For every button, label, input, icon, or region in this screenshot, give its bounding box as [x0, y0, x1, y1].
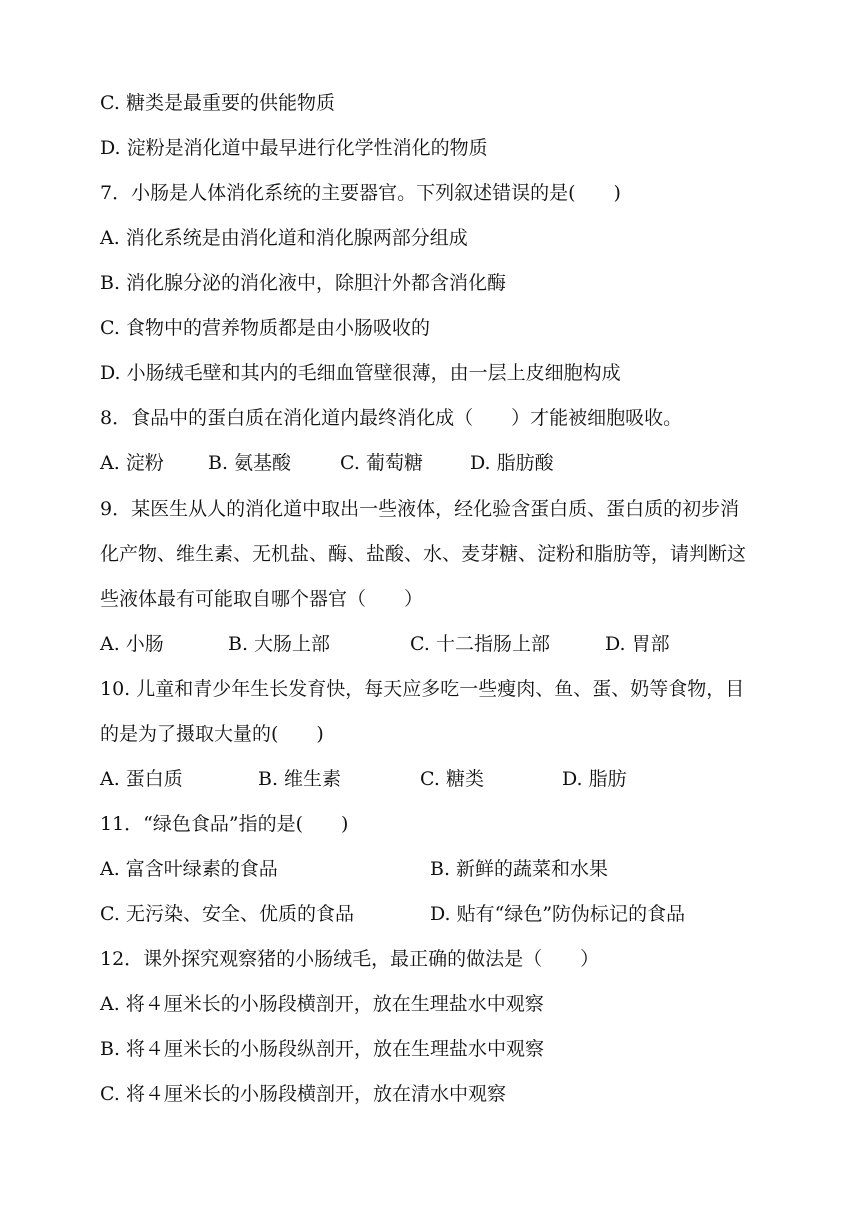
q7-stem: 7．小肠是人体消化系统的主要器官。下列叙述错误的是( ) — [100, 182, 621, 204]
q9-option-a: A. 小肠 — [100, 633, 164, 655]
q12-option-a: A. 将４厘米长的小肠段横剖开，放在生理盐水中观察 — [100, 993, 544, 1015]
q8-option-b: B. 氨基酸 — [208, 452, 292, 474]
q7-option-d: D. 小肠绒毛壁和其内的毛细血管壁很薄，由一层上皮细胞构成 — [100, 362, 621, 384]
q11-option-d: D. 贴有“绿色”防伪标记的食品 — [430, 903, 686, 925]
q6-option-d: D. 淀粉是消化道中最早进行化学性消化的物质 — [100, 137, 488, 159]
q8-option-c: C. 葡萄糖 — [340, 452, 423, 474]
q9-stem-line-2: 化产物、维生素、无机盐、酶、盐酸、水、麦芽糖、淀粉和脂肪等，请判断这 — [100, 543, 747, 565]
q7-option-c: C. 食物中的营养物质都是由小肠吸收的 — [100, 317, 430, 339]
q9-option-b: B. 大肠上部 — [228, 633, 331, 655]
q6-option-c: C. 糖类是最重要的供能物质 — [100, 92, 335, 114]
q9-stem-line-1: 9．某医生从人的消化道中取出一些液体，经化验含蛋白质、蛋白质的初步消 — [100, 498, 740, 520]
q12-option-b: B. 将４厘米长的小肠段纵剖开，放在生理盐水中观察 — [100, 1038, 545, 1060]
q8-option-d: D. 脂肪酸 — [470, 452, 554, 474]
q7-option-b: B. 消化腺分泌的消化液中，除胆汁外都含消化酶 — [100, 272, 507, 294]
q11-option-c: C. 无污染、安全、优质的食品 — [100, 903, 354, 925]
q8-stem: 8．食品中的蛋白质在消化道内最终消化成（ ）才能被细胞吸收。 — [100, 407, 683, 429]
q11-option-b: B. 新鲜的蔬菜和水果 — [430, 858, 609, 880]
q10-stem-line-1: 10. 儿童和青少年生长发育快，每天应多吃一些瘦肉、鱼、蛋、奶等食物，目 — [100, 678, 745, 700]
q11-option-a: A. 富含叶绿素的食品 — [100, 858, 278, 880]
q12-option-c: C. 将４厘米长的小肠段横剖开，放在清水中观察 — [100, 1083, 506, 1105]
q12-stem: 12．课外探究观察猪的小肠绒毛，最正确的做法是（ ） — [100, 948, 600, 970]
q10-option-c: C. 糖类 — [420, 768, 484, 790]
q10-stem-line-2: 的是为了摄取大量的( ) — [100, 723, 324, 745]
q9-option-c: C. 十二指肠上部 — [410, 633, 550, 655]
q11-stem: 11．“绿色食品”指的是( ) — [100, 813, 349, 835]
q9-option-d: D. 胃部 — [605, 633, 670, 655]
q9-stem-line-3: 些液体最有可能取自哪个器官（ ） — [100, 588, 424, 610]
q7-option-a: A. 消化系统是由消化道和消化腺两部分组成 — [100, 227, 468, 249]
q10-option-a: A. 蛋白质 — [100, 768, 183, 790]
q10-option-b: B. 维生素 — [258, 768, 342, 790]
q10-option-d: D. 脂肪 — [562, 768, 627, 790]
q8-option-a: A. 淀粉 — [100, 452, 164, 474]
